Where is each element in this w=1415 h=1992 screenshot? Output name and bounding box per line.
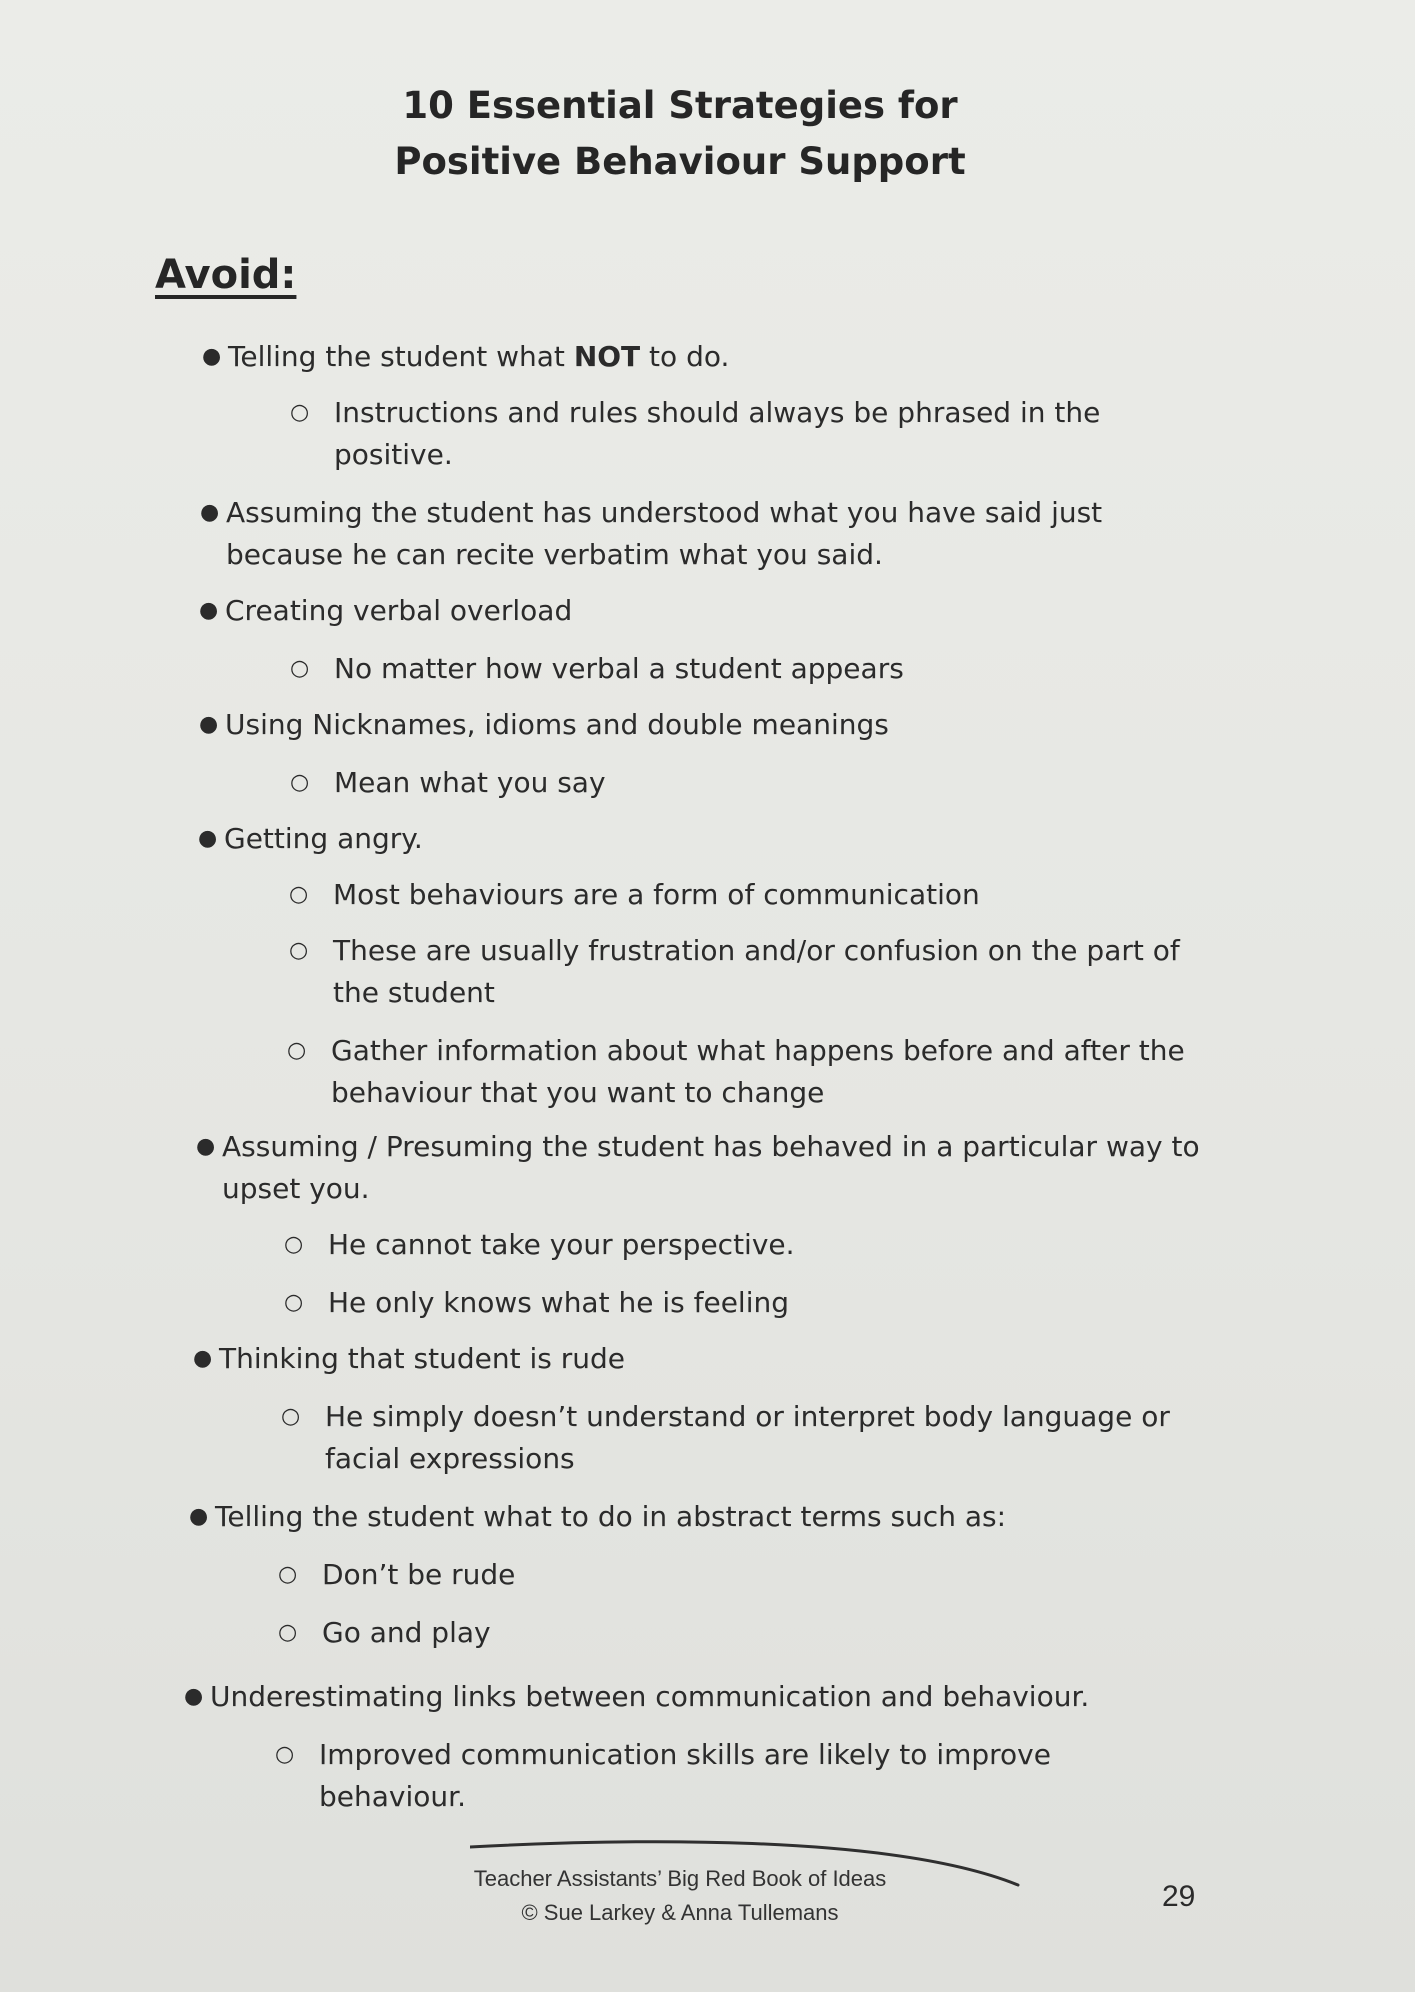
hollow-bullet-icon: ○ — [275, 1742, 295, 1767]
sub-list-item: ○ Go and play — [322, 1612, 1222, 1654]
hollow-bullet-icon: ○ — [284, 1232, 304, 1257]
sub-list-item: ○ Improved communication skills are likely to improve behaviour. — [319, 1734, 1119, 1818]
list-item: ● Assuming the student has understood what you have said just because he can recite verbatim what you said. — [226, 492, 1126, 576]
bullet-icon: ● — [199, 598, 219, 623]
hollow-bullet-icon: ○ — [289, 882, 309, 907]
sub-list-item: ○ No matter how verbal a student appears — [334, 648, 1234, 690]
list-item: ● Thinking that student is rude — [219, 1338, 1219, 1380]
bullet-icon: ● — [198, 826, 218, 851]
hollow-bullet-icon: ○ — [290, 656, 310, 681]
title-line-1: 10 Essential Strategies for — [402, 84, 958, 127]
footer-book-title: Teacher Assistants’ Big Red Book of Ideas — [473, 1866, 887, 1891]
list-item: ● Telling the student what NOT to do. — [228, 336, 1228, 378]
sub-list-item: ○ Most behaviours are a form of communication — [333, 874, 1233, 916]
sub-list-item: ○ He only knows what he is feeling — [328, 1282, 1228, 1324]
sub-list-item: ○ He simply doesn’t understand or interpret body language or facial expressions — [325, 1396, 1205, 1480]
hollow-bullet-icon: ○ — [290, 400, 310, 425]
bullet-icon: ● — [184, 1684, 204, 1709]
page-number: 29 — [1162, 1880, 1196, 1913]
sub-list-item: ○ Gather information about what happens before and after the behaviour that you want to change — [331, 1030, 1211, 1114]
list-item: ● Using Nicknames, idioms and double meanings — [225, 704, 1225, 746]
bullet-icon: ● — [199, 712, 219, 737]
bullet-icon: ● — [193, 1346, 213, 1371]
hollow-bullet-icon: ○ — [289, 938, 309, 963]
sub-list-item: ○ Mean what you say — [334, 762, 1234, 804]
list-item: ● Underestimating links between communication and behaviour. — [210, 1676, 1310, 1718]
sub-list-item: ○ Don’t be rude — [322, 1554, 1222, 1596]
footer-copyright: © Sue Larkey & Anna Tullemans — [521, 1900, 839, 1925]
hollow-bullet-icon: ○ — [278, 1562, 298, 1587]
bullet-icon: ● — [196, 1134, 216, 1159]
title-line-2: Positive Behaviour Support — [394, 140, 966, 183]
sub-list-item: ○ These are usually frustration and/or confusion on the part of the student — [333, 930, 1183, 1014]
page-title — [0, 78, 1360, 190]
sub-list-item: ○ Instructions and rules should always be phrased in the positive. — [334, 392, 1124, 476]
bullet-icon: ● — [202, 344, 222, 369]
hollow-bullet-icon: ○ — [281, 1404, 301, 1429]
hollow-bullet-icon: ○ — [287, 1038, 307, 1063]
hollow-bullet-icon: ○ — [278, 1620, 298, 1645]
list-item: ● Getting angry. — [224, 818, 1224, 860]
bullet-icon: ● — [200, 500, 220, 525]
footer-credit — [440, 1862, 920, 1930]
hollow-bullet-icon: ○ — [284, 1290, 304, 1315]
bullet-icon: ● — [189, 1504, 209, 1529]
section-heading-avoid: Avoid: — [155, 252, 297, 298]
hollow-bullet-icon: ○ — [290, 770, 310, 795]
list-item: ● Assuming / Presuming the student has behaved in a particular way to upset you. — [222, 1126, 1212, 1210]
list-item: ● Telling the student what to do in abstract terms such as: — [215, 1496, 1265, 1538]
sub-list-item: ○ He cannot take your perspective. — [328, 1224, 1228, 1266]
list-item: ● Creating verbal overload — [225, 590, 1225, 632]
